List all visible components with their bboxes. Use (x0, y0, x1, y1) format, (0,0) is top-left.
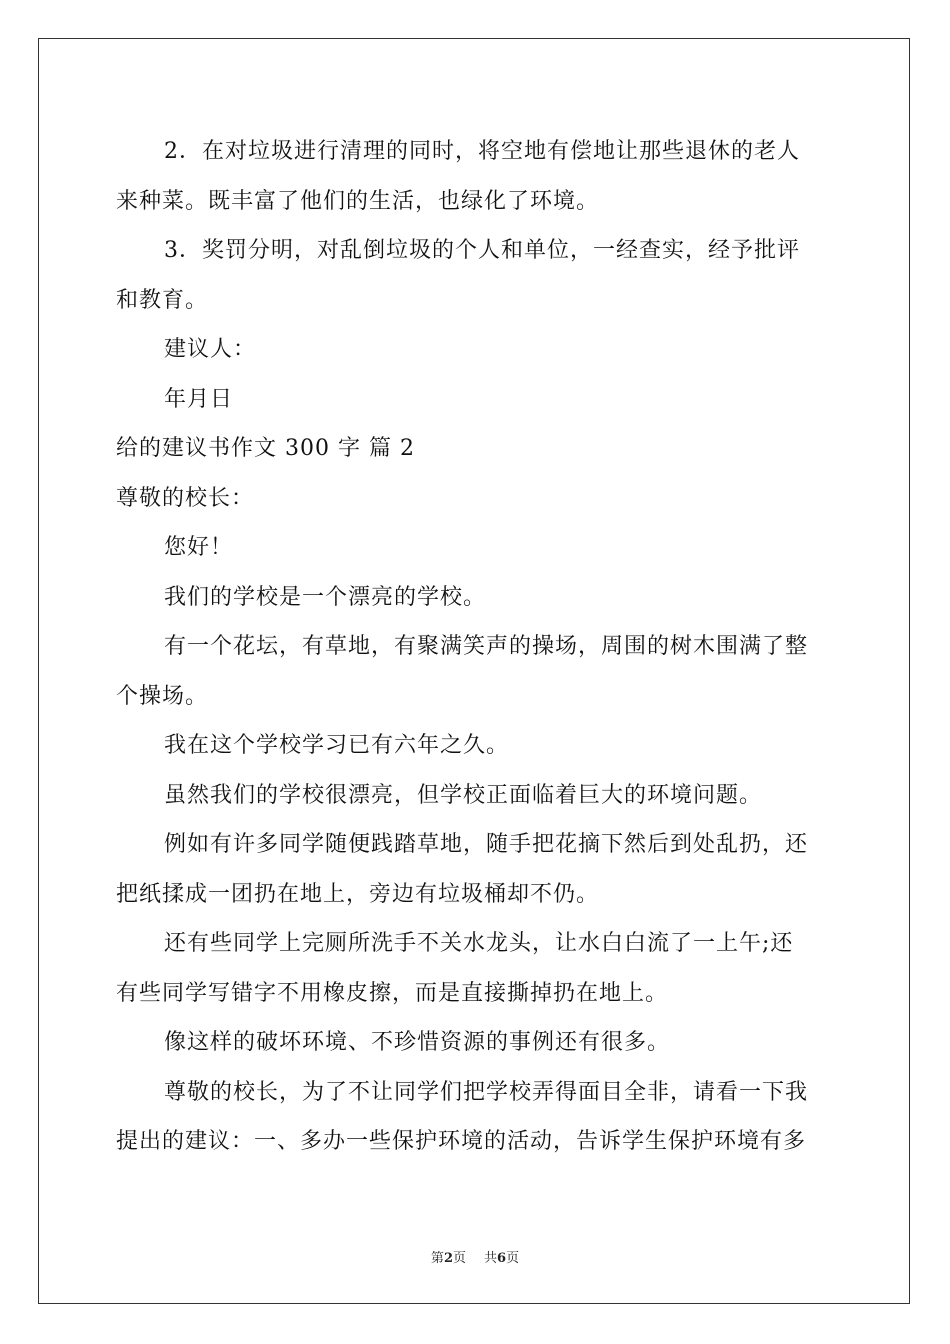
page-number: 2 (443, 1251, 453, 1266)
text-line: 2．在对垃圾进行清理的同时，将空地有偿地让那些退休的老人 (164, 139, 800, 164)
text-line: 尊敬的校长，为了不让同学们把学校弄得面目全非，请看一下我 (164, 1079, 809, 1105)
text-line: 有一个花坛，有草地，有聚满笑声的操场，周围的树木围满了整 (164, 634, 809, 659)
text-line: 建议人： (164, 337, 257, 362)
text-line: 提出的建议：一、多办一些保护环境的活动，告诉学生保护环境有多 (116, 1129, 807, 1154)
text-line: 像这样的破坏环境、不珍惜资源的事例还有很多。 (164, 1030, 671, 1055)
page-footer (0, 1247, 950, 1266)
total-suffix: 页 (506, 1251, 520, 1266)
text-line: 您好！ (164, 535, 234, 560)
page-prefix: 第 (430, 1251, 444, 1266)
text-line: 来种菜。既丰富了他们的生活，也绿化了环境。 (116, 188, 600, 214)
text-line: 年月日 (164, 386, 234, 412)
text-line: 还有些同学上完厕所洗手不关水龙头，让水白白流了一上午;还 (164, 931, 794, 956)
text-line: 有些同学写错字不用橡皮擦，而是直接撕掉扔在地上。 (116, 980, 669, 1006)
text-line: 3．奖罚分明，对乱倒垃圾的个人和单位，一经查实，经予批评 (164, 238, 800, 263)
text-line: 我在这个学校学习已有六年之久。 (164, 733, 510, 758)
text-line: 虽然我们的学校很漂亮，但学校正面临着巨大的环境问题。 (164, 782, 763, 808)
total-prefix: 共 (484, 1251, 498, 1266)
text-line: 和教育。 (116, 287, 209, 313)
text-line: 例如有许多同学随便践踏草地，随手把花摘下然后到处乱扔，还 (164, 832, 809, 857)
total-pages: 6 (497, 1251, 507, 1266)
page-suffix: 页 (452, 1251, 466, 1266)
document-body (116, 127, 836, 1167)
text-line: 我们的学校是一个漂亮的学校。 (164, 584, 487, 610)
text-line: 把纸揉成一团扔在地上，旁边有垃圾桶却不仍。 (116, 881, 600, 907)
text-line: 给的建议书作文 300 字 篇 2 (116, 436, 415, 461)
text-line: 个操场。 (116, 683, 209, 709)
text-line: 尊敬的校长： (116, 485, 255, 511)
